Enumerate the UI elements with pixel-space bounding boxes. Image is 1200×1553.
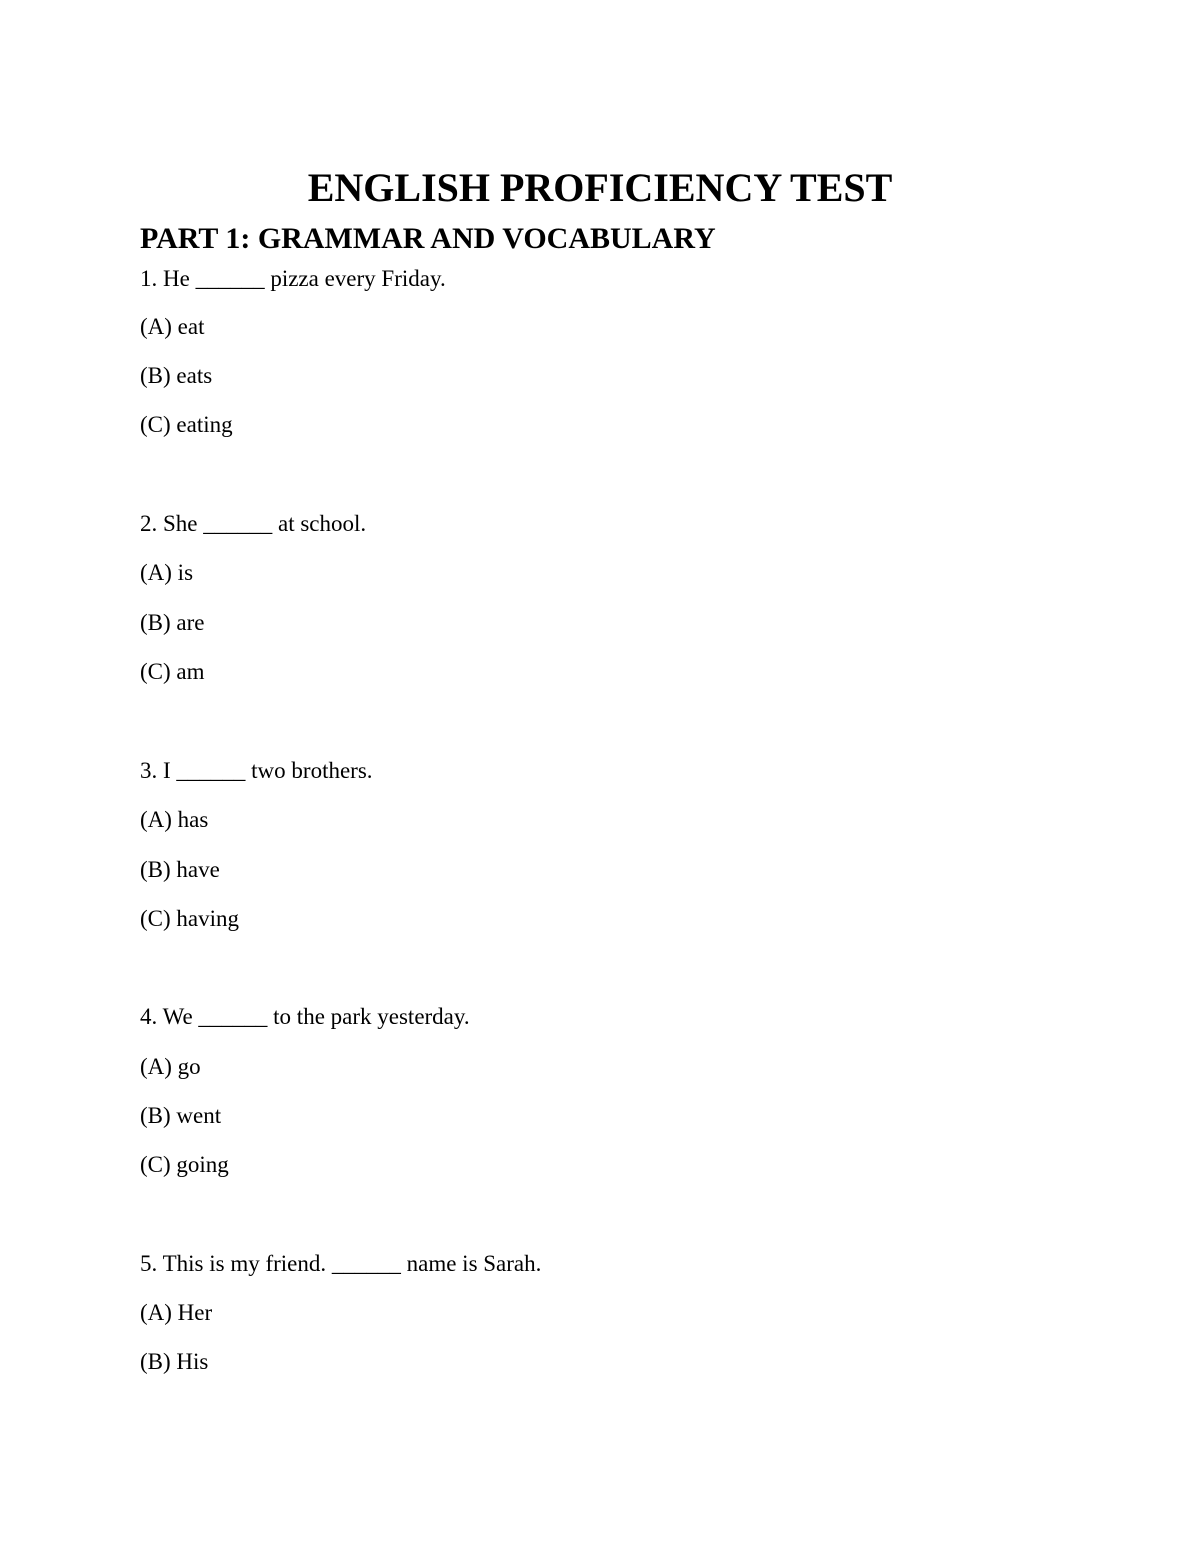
question-3-option-b: (B) have — [140, 857, 220, 882]
question-4-prompt: 4. We ______ to the park yesterday. — [140, 1004, 470, 1029]
page-title: ENGLISH PROFICIENCY TEST — [307, 165, 893, 210]
question-3-option-c: (C) having — [140, 906, 240, 931]
part-heading: PART 1: GRAMMAR AND VOCABULARY — [140, 222, 716, 255]
question-3-prompt: 3. I ______ two brothers. — [140, 758, 373, 783]
question-4-option-a: (A) go — [140, 1054, 201, 1079]
question-5-prompt: 5. This is my friend. ______ name is Sarah. — [140, 1251, 542, 1276]
question-1-option-b: (B) eats — [140, 363, 213, 388]
question-5-option-a: (A) Her — [140, 1300, 213, 1325]
question-4-option-b: (B) went — [140, 1103, 222, 1128]
question-2-prompt: 2. She ______ at school. — [140, 511, 367, 536]
question-3-option-a: (A) has — [140, 807, 209, 832]
question-1-prompt: 1. He ______ pizza every Friday. — [140, 266, 446, 291]
question-1-option-c: (C) eating — [140, 412, 233, 437]
question-2-option-b: (B) are — [140, 610, 205, 635]
question-2-option-a: (A) is — [140, 560, 194, 585]
question-1-option-a: (A) eat — [140, 314, 205, 339]
question-4-option-c: (C) going — [140, 1152, 229, 1177]
question-5-option-b: (B) His — [140, 1349, 209, 1374]
question-2-option-c: (C) am — [140, 659, 205, 684]
